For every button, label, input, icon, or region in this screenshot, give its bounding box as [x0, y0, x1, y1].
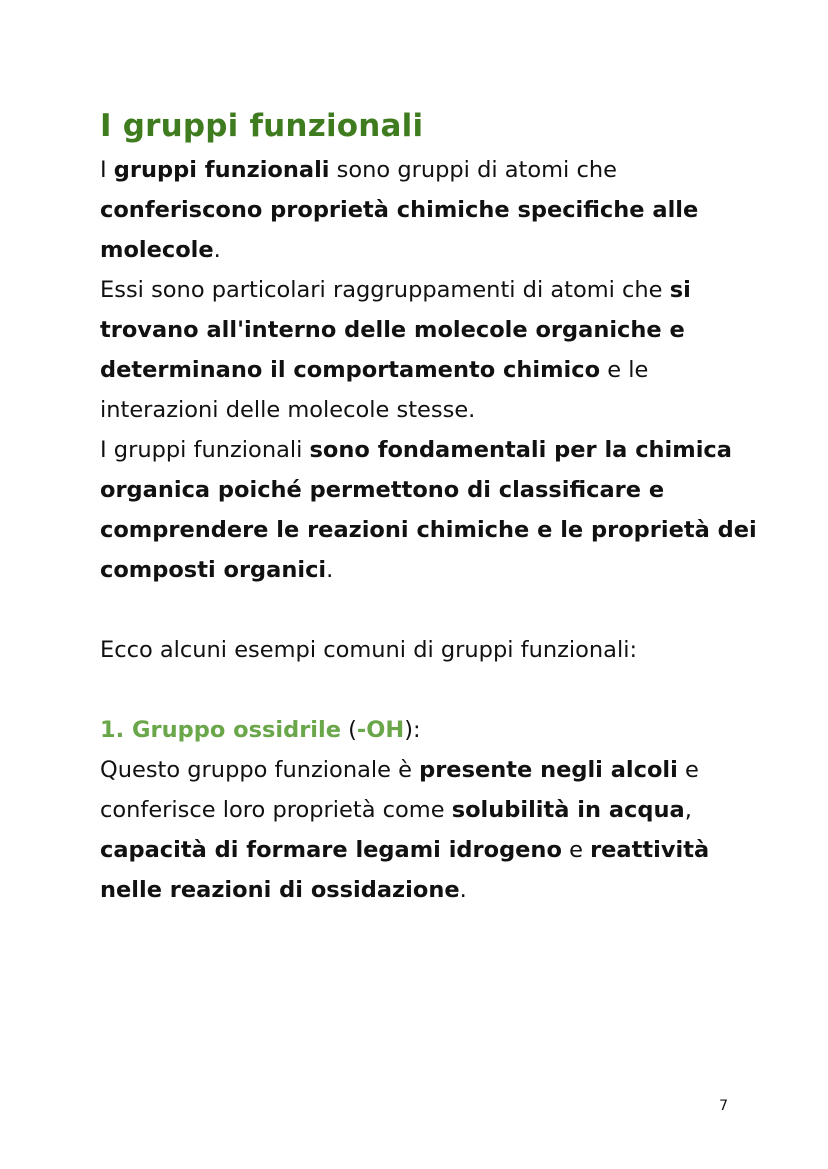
text-line: interazioni delle molecole stesse.	[100, 397, 476, 423]
text-run: e le	[600, 357, 649, 383]
text-run: .	[213, 237, 221, 263]
bold-term: gruppi funzionali	[113, 157, 330, 183]
text-line	[100, 750, 780, 790]
group-name: Gruppo ossidrile	[132, 717, 341, 743]
text-run: sono gruppi di atomi che	[329, 157, 617, 183]
bold-term: solubilità in acqua	[451, 797, 685, 823]
text-line	[100, 430, 780, 470]
bold-term: composti organici	[100, 557, 327, 583]
text-run: Essi sono particolari raggruppamenti di atomi che	[100, 277, 670, 303]
text-line	[100, 150, 780, 190]
bold-term: presente negli alcoli	[419, 757, 678, 783]
text-run: ):	[404, 717, 421, 743]
hydroxyl-paragraph	[100, 750, 780, 910]
text-run: .	[459, 877, 467, 903]
text-line	[100, 710, 780, 750]
text-run: conferisce loro proprietà come	[100, 797, 452, 823]
text-run: ,	[684, 797, 692, 823]
text-line	[100, 550, 780, 590]
page-title: I gruppi funzionali	[100, 108, 424, 144]
bold-term: determinano il comportamento chimico	[100, 357, 601, 383]
bold-term: molecole	[100, 237, 214, 263]
text-run: I	[100, 157, 114, 183]
text-line: organica poiché permettono di classificare e	[100, 477, 665, 503]
text-run: I gruppi funzionali	[100, 437, 310, 463]
bold-term: reattività	[590, 837, 710, 863]
intro-paragraph	[100, 150, 780, 270]
text-run: Questo gruppo funzionale è	[100, 757, 420, 783]
text-line	[100, 230, 780, 270]
importance-paragraph	[100, 430, 780, 590]
bold-term: sono fondamentali per la chimica	[309, 437, 732, 463]
bold-term: capacità di formare legami idrogeno	[100, 837, 562, 863]
text-line: Ecco alcuni esempi comuni di gruppi funzionali:	[100, 637, 638, 663]
text-line: comprendere le reazioni chimiche e le proprietà dei	[100, 517, 757, 543]
text-run: (	[340, 717, 357, 743]
group-formula: -OH	[356, 717, 405, 743]
list-number: 1.	[100, 717, 133, 743]
examples-intro	[100, 630, 780, 670]
text-line	[100, 870, 780, 910]
text-run: e	[561, 837, 591, 863]
description-paragraph	[100, 270, 780, 430]
text-run: e	[677, 757, 699, 783]
page-number: 7	[719, 1098, 728, 1114]
text-line	[100, 270, 780, 310]
text-line: trovano all'interno delle molecole organiche e	[100, 317, 685, 343]
text-line	[100, 830, 780, 870]
bold-term: nelle reazioni di ossidazione	[100, 877, 460, 903]
section-heading-hydroxyl	[100, 710, 780, 750]
text-line	[100, 350, 780, 390]
text-run: .	[326, 557, 334, 583]
text-line	[100, 790, 780, 830]
text-line: conferiscono proprietà chimiche specifiche alle	[100, 197, 699, 223]
bold-term: si	[669, 277, 691, 303]
